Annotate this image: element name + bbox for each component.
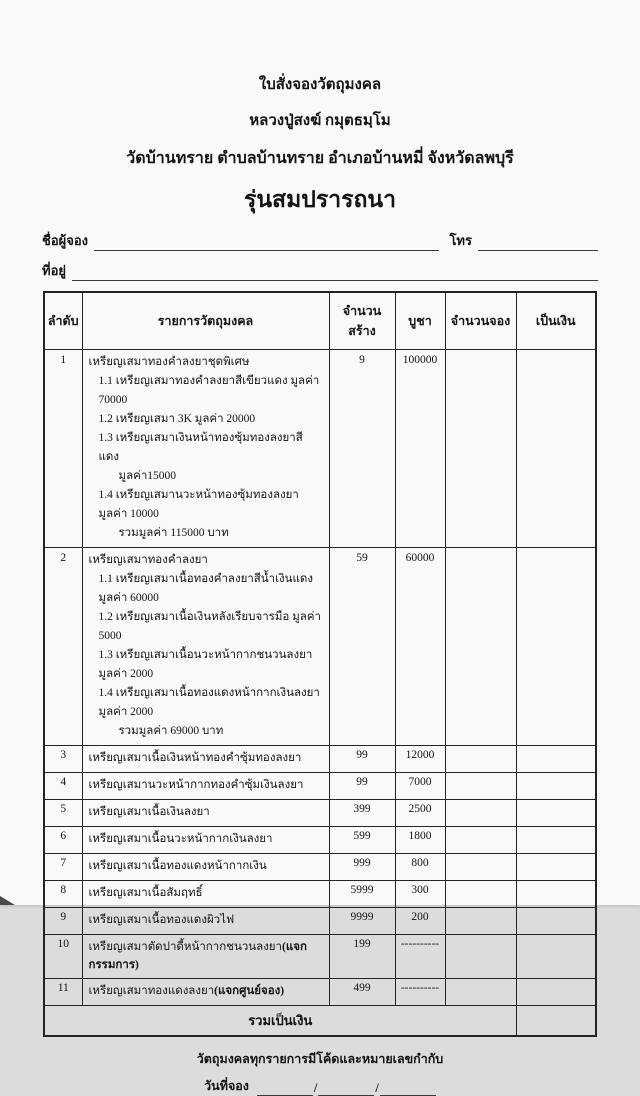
date-label: วันที่จอง xyxy=(204,1079,249,1093)
table-row xyxy=(44,827,596,854)
phone-blank-line xyxy=(478,235,598,251)
made-count: 99 xyxy=(329,746,395,773)
footer-note: วัตถุมงคลทุกรายการมีโค้ดและหมายเลขกำกับ xyxy=(196,1052,444,1066)
row-index: 7 xyxy=(44,854,82,881)
item-name: เหรียญเสมาทองแดงลงยา xyxy=(88,985,215,997)
amount-cell xyxy=(516,548,596,746)
reserved-cell xyxy=(445,935,516,979)
table-row xyxy=(44,548,596,746)
amount-cell xyxy=(516,908,596,935)
item-subline: 1.3 เหรียญเสมาเงินหน้าทองซุ้มทองลงยาสีแดง xyxy=(98,432,303,463)
reserved-cell xyxy=(445,854,516,881)
price-value: 800 xyxy=(395,854,445,881)
item-subline: 1.3 เหรียญเสมาเนื้อนวะหน้ากากชนวนลงยา มูลค่า 2000 xyxy=(98,649,313,680)
item-subline: 1.1 เหรียญเสมาเนื้อทองคำลงยาสีน้ำเงินแดง มูลค่า 60000 xyxy=(98,573,314,604)
reserved-cell xyxy=(445,350,516,548)
address-blank-line xyxy=(72,265,598,281)
amulet-order-table xyxy=(43,291,597,1037)
amount-cell xyxy=(516,881,596,908)
amount-cell xyxy=(516,854,596,881)
item-name: เหรียญเสมาทองคำลงยา xyxy=(88,554,208,566)
amount-cell xyxy=(516,827,596,854)
item-name: เหรียญเสมาเนื้อนวะหน้ากากเงินลงยา xyxy=(88,833,273,845)
reserved-cell xyxy=(445,908,516,935)
item-subline: มูลค่า15000 xyxy=(118,470,177,482)
date-separator: / xyxy=(313,1081,318,1095)
table-row xyxy=(44,800,596,827)
table-row xyxy=(44,350,596,548)
price-value: 60000 xyxy=(395,548,445,746)
made-count: 9 xyxy=(329,350,395,548)
row-index: 8 xyxy=(44,881,82,908)
phone-label: โทร xyxy=(449,233,472,248)
row-index: 6 xyxy=(44,827,82,854)
item-name: เหรียญเสมาเนื้อทองแดงหน้ากากเงิน xyxy=(88,860,267,872)
item-cell xyxy=(82,773,329,800)
made-count: 399 xyxy=(329,800,395,827)
booking-date-line xyxy=(0,1076,640,1096)
reserved-cell xyxy=(445,979,516,1006)
item-name: เหรียญเสมาเนื้อสัมฤทธิ์ xyxy=(88,887,203,899)
reserved-cell xyxy=(445,773,516,800)
name-phone-line xyxy=(42,230,598,251)
item-subline: 1.2 เหรียญเสมา 3K มูลค่า 20000 xyxy=(98,413,256,425)
row-index: 1 xyxy=(44,350,82,548)
item-cell xyxy=(82,350,329,548)
item-cell xyxy=(82,548,329,746)
row-index: 3 xyxy=(44,746,82,773)
item-cell xyxy=(82,827,329,854)
item-name: เหรียญเสมาเนื้อทองแดงผิวไฟ xyxy=(88,914,235,926)
total-row xyxy=(44,1006,596,1037)
table-row xyxy=(44,854,596,881)
name-label: ชื่อผู้จอง xyxy=(42,233,89,248)
row-index: 11 xyxy=(44,979,82,1006)
table-row xyxy=(44,773,596,800)
item-name: เหรียญเสมาเนื้อเงินลงยา xyxy=(88,806,210,818)
made-count: 5999 xyxy=(329,881,395,908)
item-subline: 1.4 เหรียญเสมานวะหน้าทองซุ้มทองลงยา มูลค่า 10000 xyxy=(98,489,299,520)
amount-cell xyxy=(516,800,596,827)
col-header-reserved: จำนวนจอง xyxy=(445,292,516,350)
date-day-blank xyxy=(257,1080,313,1096)
row-index: 5 xyxy=(44,800,82,827)
made-count: 199 xyxy=(329,935,395,979)
col-header-price: บูชา xyxy=(395,292,445,350)
total-amount-cell xyxy=(516,1006,596,1037)
price-value: 200 xyxy=(395,908,445,935)
item-subline: 1.2 เหรียญเสมาเนื้อเงินหลังเรียบจารมือ มูลค่า 5000 xyxy=(98,611,321,642)
item-cell xyxy=(82,881,329,908)
item-subline: รวมมูลค่า 115000 บาท xyxy=(118,527,229,539)
item-subline: 1.4 เหรียญเสมาเนื้อทองแดงหน้ากากเงินลงยา มูลค่า 2000 xyxy=(98,687,320,718)
amount-cell xyxy=(516,746,596,773)
form-title: ใบสั่งจองวัตถุมงคล xyxy=(258,77,382,93)
table-header-row xyxy=(44,292,596,350)
made-count: 59 xyxy=(329,548,395,746)
item-name-bold: (แจกศูนย์จอง) xyxy=(214,985,285,997)
item-name-bold: (แจกกรรมการ) xyxy=(88,941,307,971)
item-subline: รวมมูลค่า 69000 บาท xyxy=(118,725,224,737)
table-row xyxy=(44,746,596,773)
price-value: 12000 xyxy=(395,746,445,773)
amount-cell xyxy=(516,979,596,1006)
made-count: 599 xyxy=(329,827,395,854)
col-header-item: รายการวัตถุมงคล xyxy=(82,292,329,350)
row-index: 10 xyxy=(44,935,82,979)
col-header-index: ลำดับ xyxy=(44,292,82,350)
item-cell xyxy=(82,908,329,935)
price-value: 300 xyxy=(395,881,445,908)
price-value: 1800 xyxy=(395,827,445,854)
date-year-blank xyxy=(380,1080,436,1096)
monk-name: หลวงปู่สงฆ์ กมุตธมฺโม xyxy=(249,113,391,129)
table-row xyxy=(44,935,596,979)
item-cell xyxy=(82,854,329,881)
item-name: เหรียญเสมาทองคำลงยาชุดพิเศษ xyxy=(88,356,250,368)
made-count: 999 xyxy=(329,854,395,881)
edition-name: รุ่นสมปรารถนา xyxy=(243,187,397,212)
name-blank-line xyxy=(94,235,439,251)
amount-cell xyxy=(516,350,596,548)
reserved-cell xyxy=(445,881,516,908)
amount-cell xyxy=(516,935,596,979)
amount-cell xyxy=(516,773,596,800)
reserver-info-section xyxy=(42,230,598,281)
price-value: 100000 xyxy=(395,350,445,548)
address-label: ที่อยู่ xyxy=(42,263,66,278)
price-value: ---------- xyxy=(395,979,445,1006)
made-count: 99 xyxy=(329,773,395,800)
total-label: รวมเป็นเงิน xyxy=(44,1006,516,1037)
reserved-cell xyxy=(445,548,516,746)
item-name: เหรียญเสมาเนื้อเงินหน้าทองคำซุ้มทองลงยา xyxy=(88,752,302,764)
date-separator: / xyxy=(375,1081,379,1095)
item-subline: 1.1 เหรียญเสมาทองคำลงยาสีเขียวแดง มูลค่า 70000 xyxy=(98,375,320,406)
price-value: 7000 xyxy=(395,773,445,800)
table-row xyxy=(44,908,596,935)
col-header-amount: เป็นเงิน xyxy=(516,292,596,350)
col-header-made: จำนวนสร้าง xyxy=(329,292,395,350)
date-month-blank xyxy=(318,1080,374,1096)
item-cell xyxy=(82,800,329,827)
reserved-cell xyxy=(445,800,516,827)
scan-artifact-corner xyxy=(0,896,15,905)
item-cell xyxy=(82,979,329,1006)
table-row xyxy=(44,979,596,1006)
row-index: 9 xyxy=(44,908,82,935)
price-value: 2500 xyxy=(395,800,445,827)
address-line xyxy=(42,260,598,281)
row-index: 4 xyxy=(44,773,82,800)
row-index: 2 xyxy=(44,548,82,746)
table-row xyxy=(44,881,596,908)
reserved-cell xyxy=(445,746,516,773)
temple-address: วัดบ้านทราย ตำบลบ้านทราย อำเภอบ้านหมี่ จังหวัดลพบุรี xyxy=(126,150,514,167)
item-cell xyxy=(82,935,329,979)
made-count: 9999 xyxy=(329,908,395,935)
price-value: ---------- xyxy=(395,935,445,979)
reserved-cell xyxy=(445,827,516,854)
item-name: เหรียญเสมาตัดปาดี้หน้ากากชนวนลงยา xyxy=(88,941,283,953)
item-cell xyxy=(82,746,329,773)
item-name: เหรียญเสมานวะหน้ากากทองคำซุ้มเงินลงยา xyxy=(88,779,304,791)
made-count: 499 xyxy=(329,979,395,1006)
form-header xyxy=(0,0,640,218)
